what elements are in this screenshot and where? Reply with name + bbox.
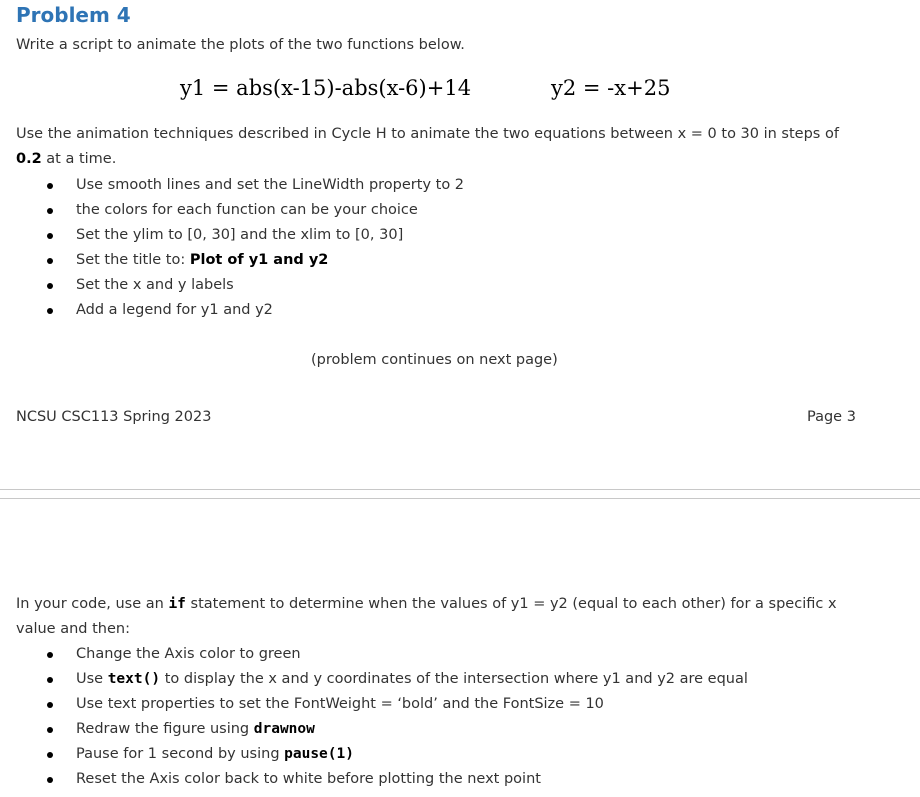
bullet-text: Use smooth lines and set the LineWidth property to 2 [76, 177, 465, 193]
instruction-line-2-rest: at a time. [41, 151, 117, 167]
step-size-value: 0.2 [16, 151, 42, 167]
list-item [16, 767, 748, 792]
code-if: if [168, 596, 186, 612]
list-item [16, 198, 464, 223]
text-span: statement to determine when the values of y1 = y2 (equal to each other) for a specific x [185, 596, 837, 612]
list-item [16, 273, 464, 298]
text-span: In your code, use an [16, 596, 169, 612]
bullet-text: Use text properties to set the FontWeight = ‘bold’ and the FontSize = 10 [76, 696, 604, 712]
bullet-text: Redraw the figure using [76, 721, 254, 737]
footer-page-number: Page 3 [807, 409, 856, 425]
instruction-paragraph [16, 122, 839, 172]
list-item [16, 717, 748, 742]
code-text-function: text() [107, 671, 161, 687]
requirements-list [16, 173, 464, 323]
intersection-steps-list [16, 642, 748, 792]
intersection-line-1 [16, 592, 837, 617]
intro-text: Write a script to animate the plots of the two functions below. [16, 37, 465, 53]
list-item [16, 642, 748, 667]
code-drawnow: drawnow [253, 721, 315, 737]
page-break-bottom [0, 498, 920, 499]
continues-note: (problem continues on next page) [311, 352, 558, 368]
bullet-text: Change the Axis color to green [76, 646, 301, 662]
list-item [16, 173, 464, 198]
bullet-text: Reset the Axis color back to white before plotting the next point [76, 771, 541, 787]
instruction-line-1: Use the animation techniques described in Cycle H to animate the two equations between x = 0 to 30 in steps of [16, 126, 839, 142]
bullet-text: Set the ylim to [0, 30] and the xlim to [0, 30] [76, 227, 404, 243]
intersection-line-2: value and then: [16, 621, 130, 637]
problem-heading: Problem 4 [16, 3, 131, 27]
list-item [16, 223, 464, 248]
intersection-paragraph [16, 592, 837, 642]
list-item [16, 298, 464, 323]
bullet-text: Pause for 1 second by using [76, 746, 285, 762]
bullet-text: Set the title to: [76, 252, 190, 268]
list-item [16, 742, 748, 767]
page-break-top [0, 489, 920, 490]
list-item [16, 667, 748, 692]
bullet-text: the colors for each function can be your choice [76, 202, 418, 218]
code-pause: pause(1) [284, 746, 354, 762]
list-item [16, 692, 748, 717]
bullet-text: Set the x and y labels [76, 277, 234, 293]
bullet-text: Use [76, 671, 108, 687]
title-value: Plot of y1 and y2 [189, 252, 329, 268]
equation-y2: y2 = -x+25 [551, 76, 671, 100]
bullet-text: to display the x and y coordinates of the intersection where y1 and y2 are equal [160, 671, 748, 687]
footer-course: NCSU CSC113 Spring 2023 [16, 409, 212, 425]
equation-y1: y1 = abs(x-15)-abs(x-6)+14 [180, 76, 472, 100]
bullet-text: Add a legend for y1 and y2 [76, 302, 273, 318]
list-item [16, 248, 464, 273]
instruction-line-2 [16, 147, 839, 172]
